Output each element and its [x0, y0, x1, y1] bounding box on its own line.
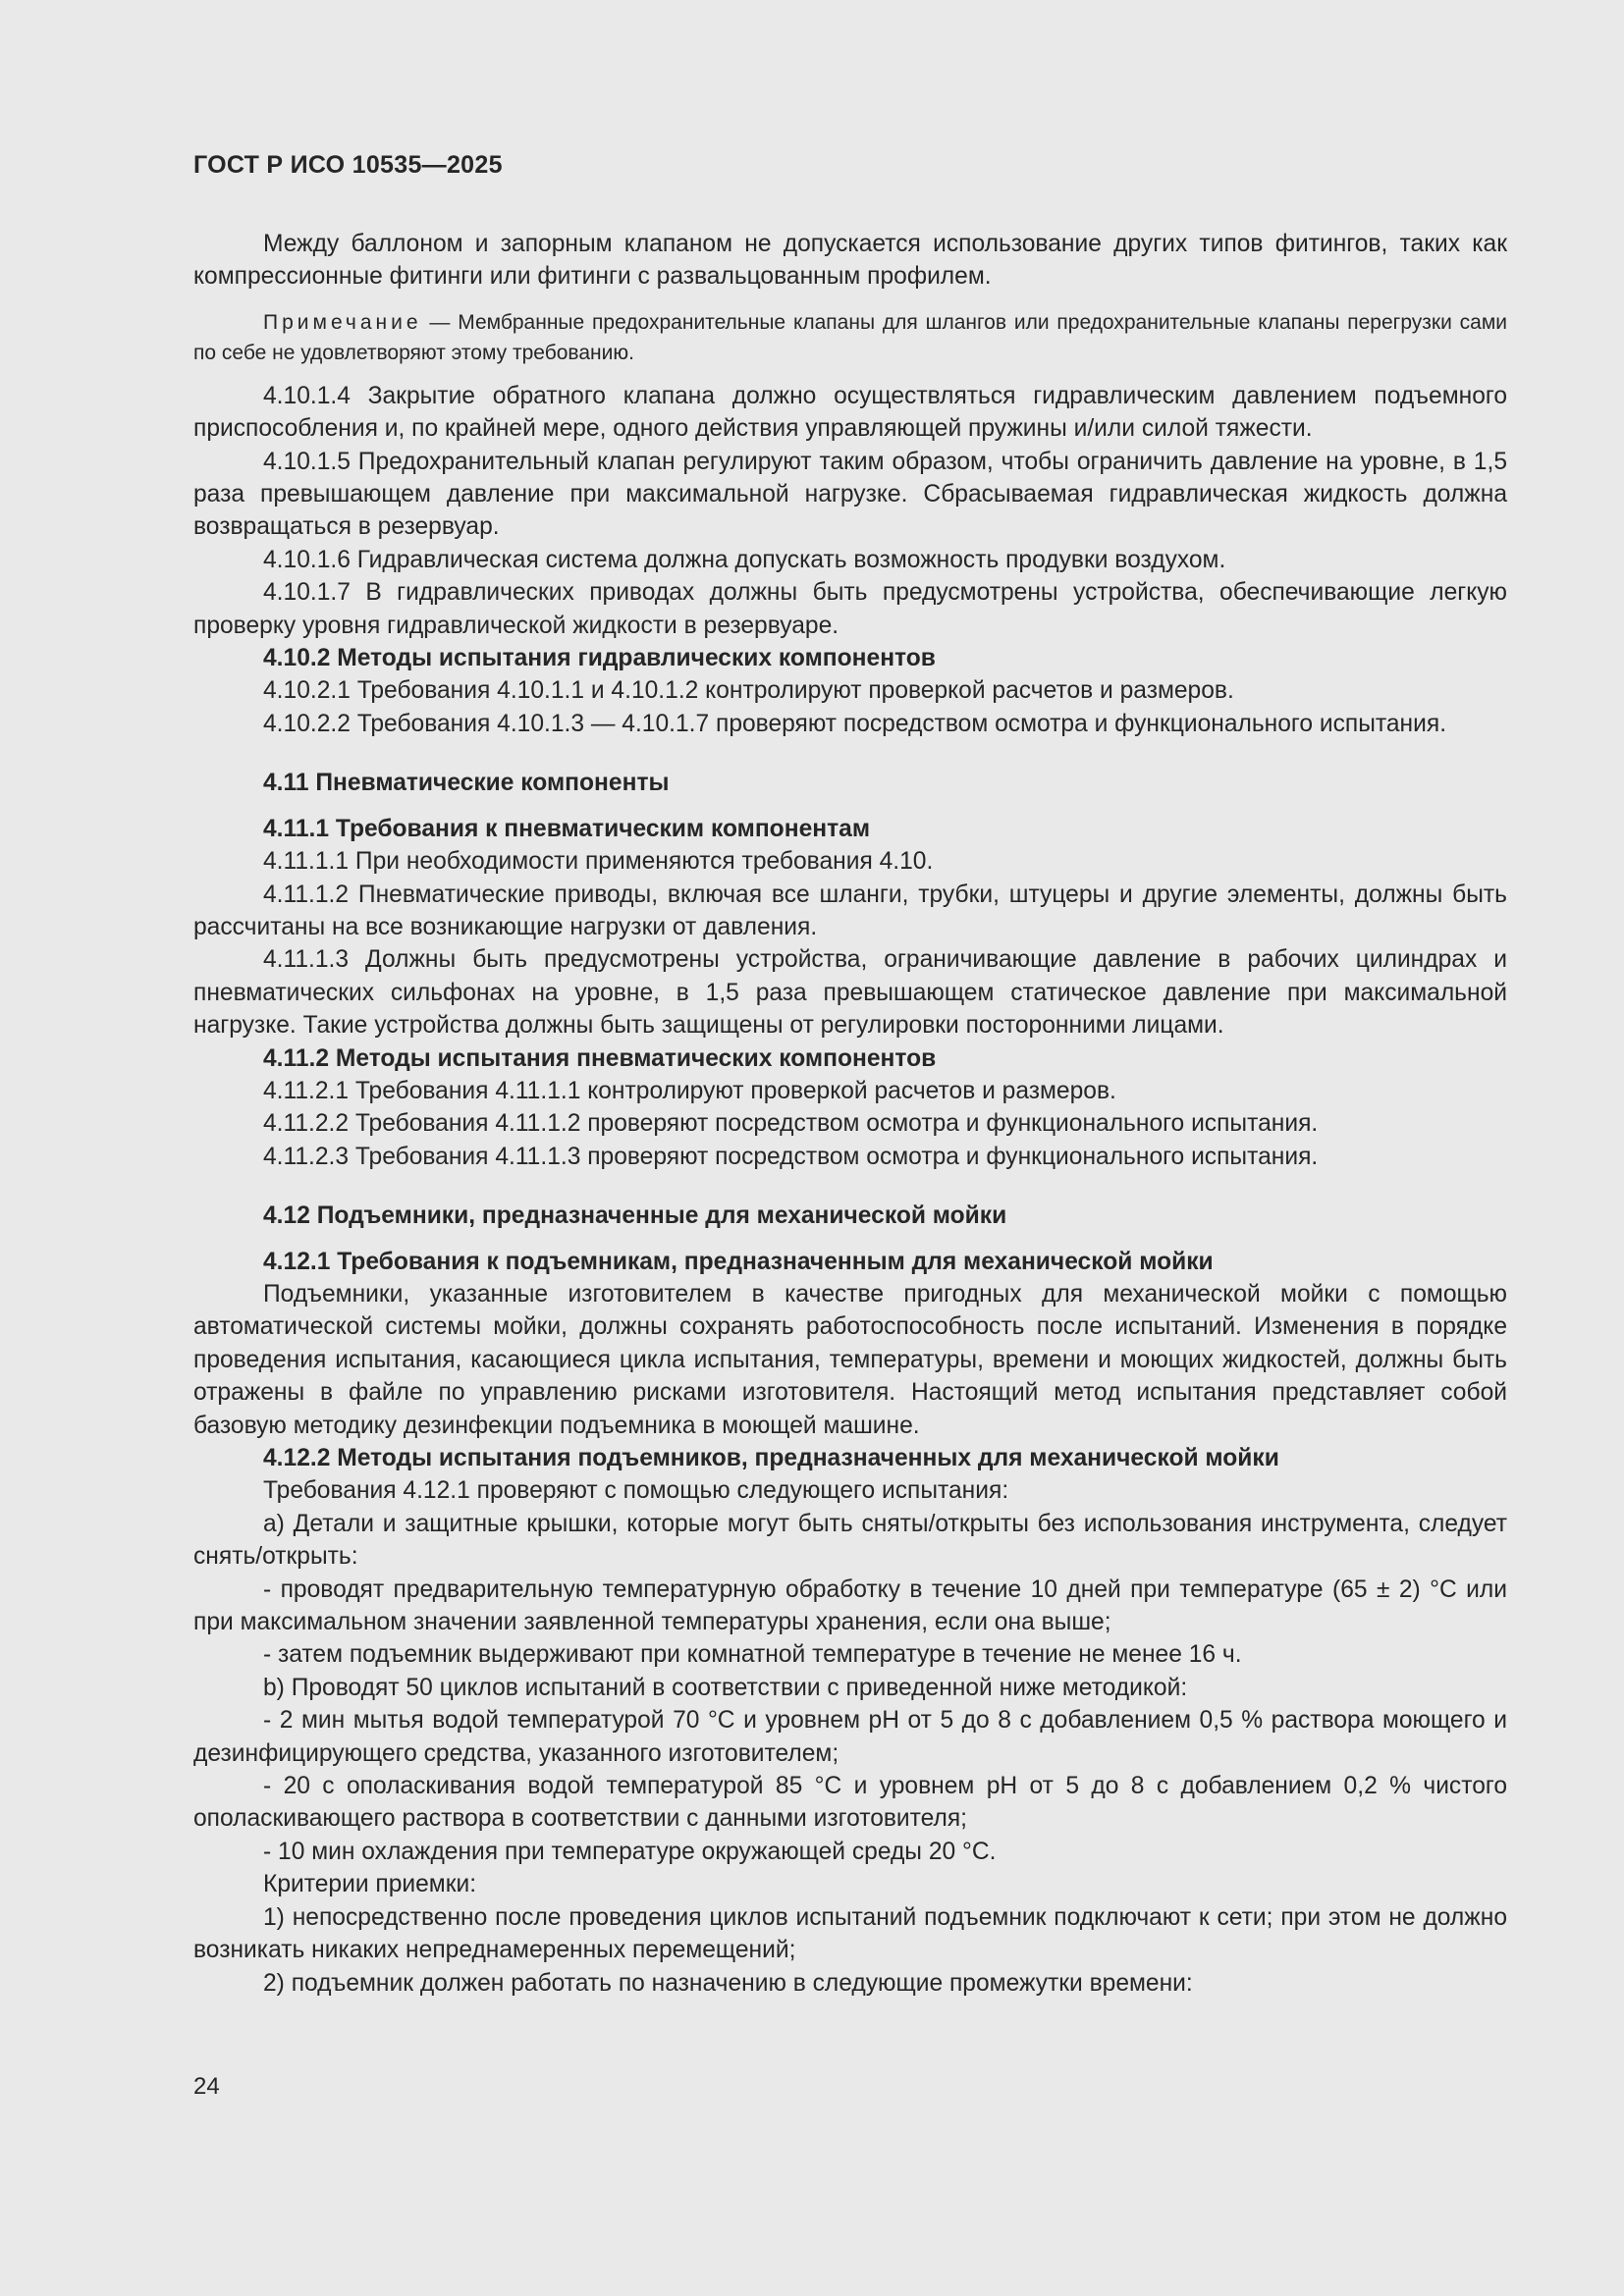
clause-4-11-2-3: 4.11.2.3 Требования 4.11.1.3 проверяют посредством осмотра и функционального испытания.	[263, 1143, 1319, 1170]
paragraph-fittings: Между баллоном и запорным клапаном не допускается использование других типов фитингов, таких как компрессионные фитинги или фитинги с развальцованным профилем.	[193, 231, 1507, 291]
list-item-a: a) Детали и защитные крышки, которые могут быть сняты/открыты без использования инструмента, следует снять/открыть:	[193, 1510, 1507, 1571]
list-item-b-3: - 10 мин охлаждения при температуре окружающей среды 20 °C.	[263, 1838, 997, 1865]
acceptance-criteria-label: Критерии приемки:	[263, 1871, 477, 1898]
list-item-b-1: - 2 мин мытья водой температурой 70 °C и уровнем pH от 5 до 8 с добавлением 0,5 % раствора моющего и дезинфицирующего средства, указанного изготовителем;	[193, 1707, 1507, 1767]
clause-4-11-2-1: 4.11.2.1 Требования 4.11.1.1 контролируют проверкой расчетов и размеров.	[263, 1077, 1116, 1104]
note-text: — Мембранные предохранительные клапаны для шлангов или предохранительные клапаны перегрузки сами по себе не удовлетворяют этому требованию.	[193, 310, 1507, 364]
document-header: ГОСТ Р ИСО 10535—2025	[193, 151, 503, 179]
list-item-a-2: - затем подъемник выдерживают при комнатной температуре в течение не менее 16 ч.	[263, 1641, 1242, 1669]
list-item-b-2: - 20 с ополаскивания водой температурой 85 °C и уровнем pH от 5 до 8 с добавлением 0,2 % чистого ополаскивающего раствора в соответствии с данными изготовителя;	[193, 1773, 1507, 1833]
page-number: 24	[193, 2073, 220, 2100]
heading-4-12-2: 4.12.2 Методы испытания подъемников, предназначенных для механической мойки	[263, 1445, 1279, 1471]
list-item-b: b) Проводят 50 циклов испытаний в соответствии с приведенной ниже методикой:	[263, 1674, 1188, 1701]
note-label: Примечание	[263, 310, 422, 334]
heading-4-11-1: 4.11.1 Требования к пневматическим компонентам	[263, 815, 871, 842]
heading-4-10-2: 4.10.2 Методы испытания гидравлических компонентов	[263, 645, 936, 672]
clause-4-11-2-2: 4.11.2.2 Требования 4.11.1.2 проверяют посредством осмотра и функционального испытания.	[263, 1110, 1319, 1138]
clause-4-10-1-6: 4.10.1.6 Гидравлическая система должна допускать возможность продувки воздухом.	[263, 546, 1226, 573]
clause-4-10-1-7: 4.10.1.7 В гидравлических приводах должны быть предусмотрены устройства, обеспечивающие легкую проверку уровня гидравлической жидкости в резервуаре.	[193, 579, 1507, 639]
list-item-a-1: - проводят предварительную температурную обработку в течение 10 дней при температуре (65 ± 2) °C или при максимальном значении заявленной температуры хранения, если она выше;	[193, 1575, 1507, 1636]
clause-4-11-1-2: 4.11.1.2 Пневматические приводы, включая все шланги, трубки, штуцеры и другие элементы, должны быть рассчитаны на все возникающие нагрузки от давления.	[193, 881, 1507, 940]
clause-4-10-1-5: 4.10.1.5 Предохранительный клапан регулируют таким образом, чтобы ограничить давление на уровне, в 1,5 раза превышающем давление при максимальной нагрузке. Сбрасываемая гидравлическая жидкость должна возвращаться в резервуар.	[193, 448, 1507, 541]
clause-4-12-2-intro: Требования 4.12.1 проверяют с помощью следующего испытания:	[263, 1477, 1009, 1505]
clause-4-12-1-text: Подъемники, указанные изготовителем в качестве пригодных для механической мойки с помощью автоматической системы мойки, должны сохранять работоспособность после испытаний. Изменения в порядке проведения испытания, касающиеся цикла испытания, температуры, времени и моющих жидкостей, должны быть отражены в файле по управлению рисками изготовителя. Настоящий метод испытания представляет собой базовую методику дезинфекции подъемника в моющей машине.	[193, 1280, 1507, 1439]
clause-4-11-1-1: 4.11.1.1 При необходимости применяются требования 4.10.	[263, 848, 934, 876]
clause-4-10-2-2: 4.10.2.2 Требования 4.10.1.3 — 4.10.1.7 проверяют посредством осмотра и функционального испытания.	[263, 710, 1447, 737]
heading-4-11-2: 4.11.2 Методы испытания пневматических компонентов	[263, 1044, 937, 1072]
document-body	[193, 228, 1507, 2000]
criteria-item-2: 2) подъемник должен работать по назначению в следующие промежутки времени:	[263, 1969, 1193, 1997]
clause-4-11-1-3: 4.11.1.3 Должны быть предусмотрены устройства, ограничивающие давление в рабочих цилиндрах и пневматических сильфонах на уровне, в 1,5 раза превышающем статическое давление при максимальной нагрузке. Такие устройства должны быть защищены от регулировки посторонними лицами.	[193, 946, 1507, 1040]
heading-4-12: 4.12 Подъемники, предназначенные для механической мойки	[263, 1202, 1007, 1230]
clause-4-10-2-1: 4.10.2.1 Требования 4.10.1.1 и 4.10.1.2 контролируют проверкой расчетов и размеров.	[263, 677, 1234, 705]
heading-4-11: 4.11 Пневматические компоненты	[263, 770, 670, 797]
criteria-item-1: 1) непосредственно после проведения циклов испытаний подъемник подключают к сети; при этом не должно возникать никаких непреднамеренных перемещений;	[193, 1903, 1507, 1964]
heading-4-12-1: 4.12.1 Требования к подъемникам, предназначенным для механической мойки	[263, 1248, 1214, 1275]
clause-4-10-1-4: 4.10.1.4 Закрытие обратного клапана должно осуществляться гидравлическим давлением подъемного приспособления и, по крайней мере, одного действия управляющей пружины и/или силой тяжести.	[193, 382, 1507, 443]
note	[193, 307, 1507, 368]
